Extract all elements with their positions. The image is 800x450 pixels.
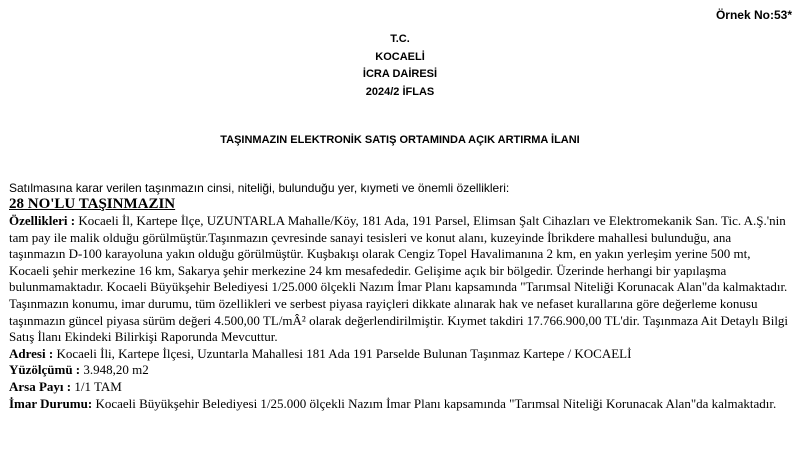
address-label: Adresi : bbox=[9, 345, 54, 361]
address-paragraph bbox=[9, 346, 789, 363]
share-label: Arsa Payı : bbox=[9, 378, 72, 394]
area-label: Yüzölçümü : bbox=[9, 362, 81, 378]
share-paragraph bbox=[9, 379, 789, 396]
header-case-number: 2024/2 İFLAS bbox=[365, 85, 435, 98]
property-section bbox=[9, 181, 789, 412]
example-number: Örnek No:53* bbox=[715, 8, 792, 22]
header-office: İCRA DAİRESİ bbox=[362, 68, 438, 80]
zoning-label: İmar Durumu: bbox=[9, 395, 93, 411]
features-paragraph bbox=[9, 213, 789, 346]
area-value: 3.948,20 m2 bbox=[80, 362, 149, 378]
property-heading: 28 NO'LU TAŞINMAZIN bbox=[9, 196, 176, 212]
intro-text: Satılmasına karar verilen taşınmazın cinsi, niteliği, bulunduğu yer, kıymeti ve önemli özellikleri: bbox=[9, 181, 510, 195]
area-paragraph bbox=[9, 362, 789, 379]
header-city: KOCAELİ bbox=[375, 50, 425, 63]
zoning-paragraph bbox=[9, 396, 789, 413]
announcement-title: TAŞINMAZIN ELEKTRONİK SATIŞ ORTAMINDA AÇIK ARTIRMA İLANI bbox=[220, 134, 580, 146]
header-republic: T.C. bbox=[390, 33, 410, 45]
zoning-value: Kocaeli Büyükşehir Belediyesi 1/25.000 ölçekli Nazım İmar Planı kapsamında "Tarımsal Niteliği Korunacak Alan"da kalmaktadır. bbox=[92, 395, 777, 411]
features-label: Özellikleri : bbox=[9, 213, 76, 228]
document-header bbox=[0, 31, 800, 101]
share-value: 1/1 TAM bbox=[71, 378, 122, 394]
features-value: Kocaeli İl, Kartepe İlçe, UZUNTARLA Mahalle/Köy, 181 Ada, 191 Parsel, Elimsan Şalt Cihazları ve Elektromekanik San. Tic. A.Ş.'nin tam pay ile malik olduğu görülmüştür.Taşınmazın çevresinde sanayi tesisleri ve konut alanı, kuzeyinde İbrikdere mahallesi bulunduğu, ana taşınmazın D-100 karayoluna yakın olduğu görülmüştür. Kuşbakışı olarak Cengiz Topel Havalimanına 2 km, en yakın yerleşim yerine 500 mt, Kocaeli şehir merkezine 16 km, Sakarya şehir merkezine 24 km mesafededir. Gelişime açık bir bölgedir. Üzerinde herhangi bir yapılaşma bulunmamaktadır. Kocaeli Büyükşehir Belediyesi 1/25.000 ölçekli Nazım İmar Planı kapsamında "Tarımsal Niteliği Korunacak Alan"da kalmaktadır. Taşınmazın konumu, imar durumu, tüm özellikleri ve serbest piyasa rayiçleri dikkate alınarak hak ve nefaset kurallarına göre değerleme konusu taşınmazın güncel piyasa sürüm değeri 4.500,00 TL/mÂ² olarak değerlendirilmiştir. Kıymet takdiri 17.766.900,00 TL'dir. Taşınmaza Ait Detaylı Bilgi Satış İlanı Ekindeki Bilirkişi Raporunda Mevcuttur. bbox=[9, 213, 789, 345]
address-value: Kocaeli İli, Kartepe İlçesi, Uzuntarla Mahallesi 181 Ada 191 Parselde Bulunan Taşınmaz Kartepe / KOCAELİ bbox=[53, 345, 632, 361]
